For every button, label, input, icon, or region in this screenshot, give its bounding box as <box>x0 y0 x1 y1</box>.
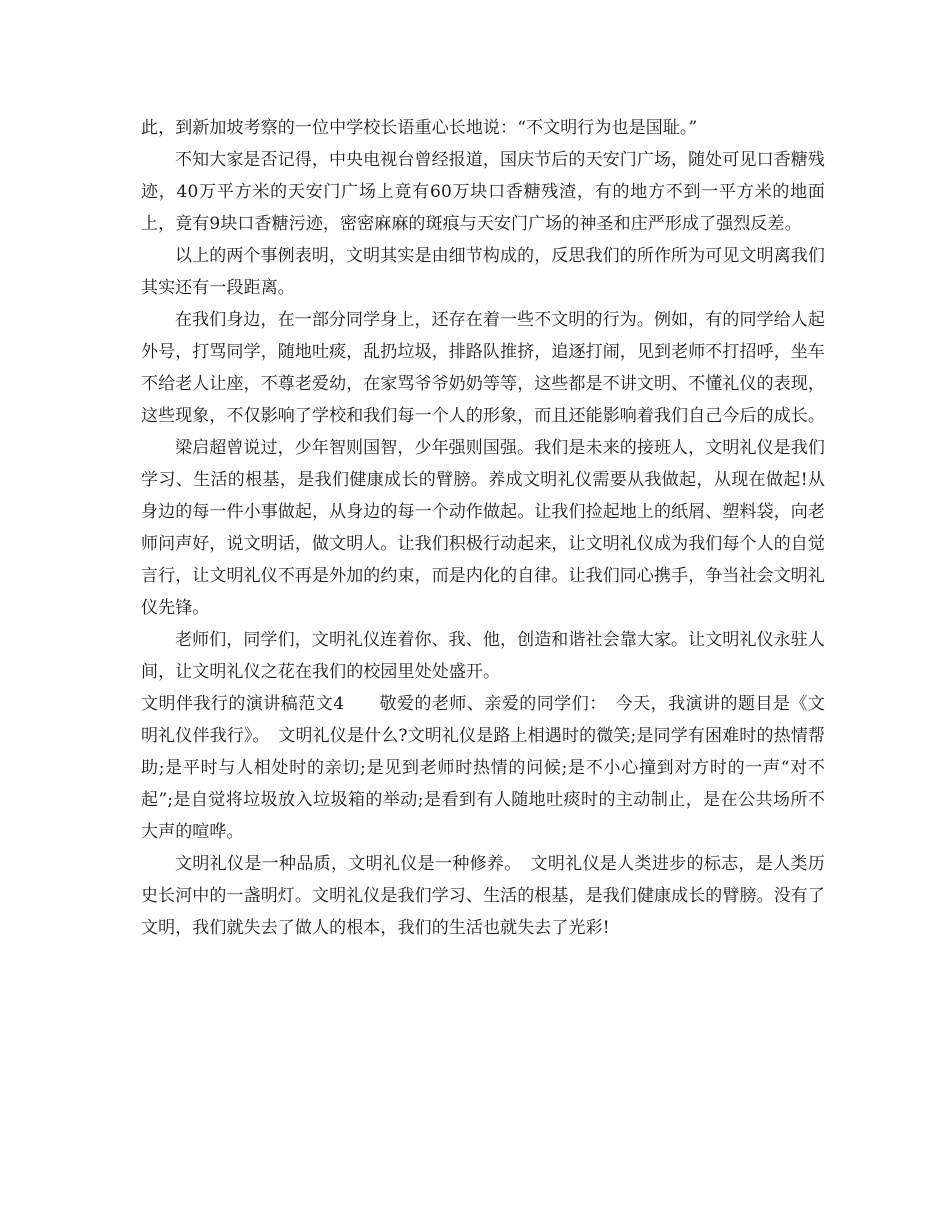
paragraph-4: 在我们身边，在一部分同学身上，还存在着一些不文明的行为。例如，有的同学给人起外号，打骂同学，随地吐痰，乱扔垃圾，排路队推挤，追逐打闹，见到老师不打招呼，坐车不给老人让座，不尊老爱幼，在家骂爷爷奶奶等等，这些都是不讲文明、不懂礼仪的表现，这些现象，不仅影响了学校和我们每一个人的形象，而且还能影响着我们自己今后的成长。 <box>141 310 825 426</box>
document-body <box>141 112 825 944</box>
paragraph-3: 以上的两个事例表明，文明其实是由细节构成的，反思我们的所作所为可见文明离我们其实还有一段距离。 <box>141 246 825 298</box>
paragraph-7-section-heading: 文明伴我行的演讲稿范文4 敬爱的老师、亲爱的同学们： 今天，我演讲的题目是《文明礼仪伴我行》。 文明礼仪是什么?文明礼仪是路上相遇时的微笑;是同学有困难时的热情帮助;是平时与人相处时的亲切;是见到老师时热情的问候;是不小心撞到对方时的一声“对不起”;是自觉将垃圾放入垃圾箱的举动;是看到有人随地吐痰时的主动制止，是在公共场所不大声的喧哗。 <box>141 694 825 842</box>
paragraph-5: 梁启超曾说过，少年智则国智，少年强则国强。我们是未来的接班人，文明礼仪是我们学习、生活的根基，是我们健康成长的臂膀。养成文明礼仪需要从我做起，从现在做起!从身边的每一件小事做起，从身边的每一个动作做起。让我们捡起地上的纸屑、塑料袋，向老师问声好，说文明话，做文明人。让我们积极行动起来，让文明礼仪成为我们每个人的自觉言行，让文明礼仪不再是外加的约束，而是内化的自律。让我们同心携手，争当社会文明礼仪先锋。 <box>141 438 825 618</box>
paragraph-1: 此，到新加坡考察的一位中学校长语重心长地说：“不文明行为也是国耻。” <box>141 118 698 138</box>
paragraph-8: 文明礼仪是一种品质，文明礼仪是一种修养。 文明礼仪是人类进步的标志，是人类历史长河中的一盏明灯。文明礼仪是我们学习、生活的根基，是我们健康成长的臂膀。没有了文明，我们就失去了做人的根本，我们的生活也就失去了光彩! <box>141 854 825 938</box>
paragraph-6: 老师们，同学们，文明礼仪连着你、我、他，创造和谐社会靠大家。让文明礼仪永驻人间，让文明礼仪之花在我们的校园里处处盛开。 <box>141 630 825 682</box>
paragraph-2: 不知大家是否记得，中央电视台曾经报道，国庆节后的天安门广场，随处可见口香糖残迹，40万平方米的天安门广场上竟有60万块口香糖残渣，有的地方不到一平方米的地面上，竟有9块口香糖污迹，密密麻麻的斑痕与天安门广场的神圣和庄严形成了强烈反差。 <box>141 150 825 234</box>
